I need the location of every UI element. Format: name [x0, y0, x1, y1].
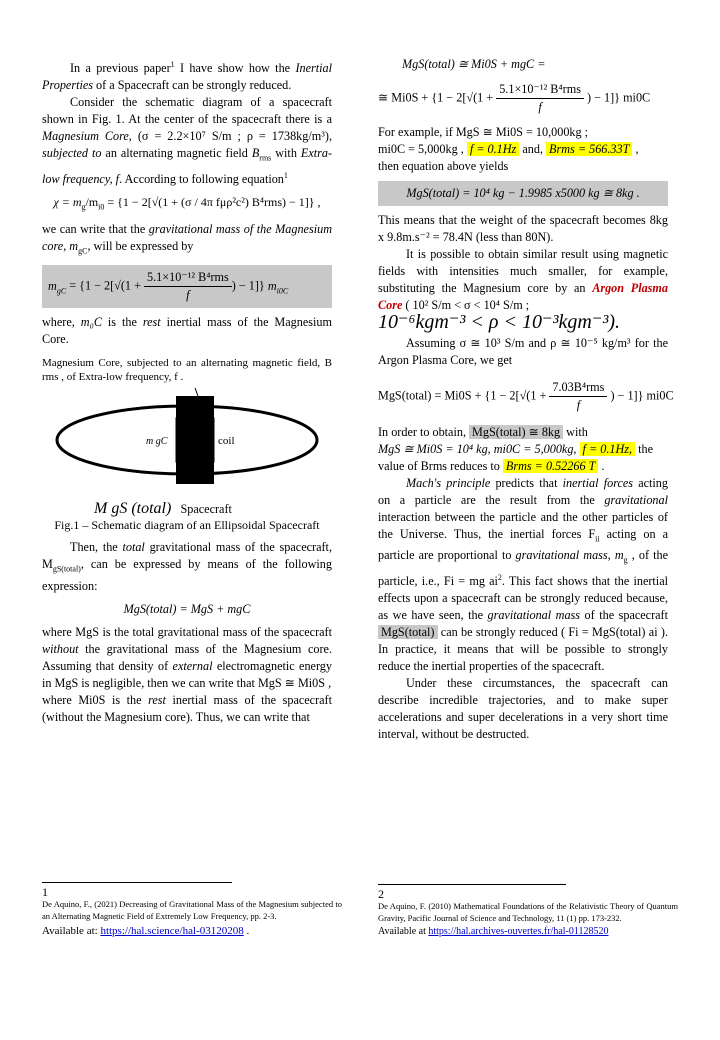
equation-chi: $\chi = m_g/m_{i0} = \{1 - 2[√(1 + (\sigma / 4\pi$ fμρ²c²) B⁴rms) − 1]} ,: [53, 194, 321, 211]
gray-mgs-total: MgS(total) ≅ 8kg: [469, 425, 563, 439]
fig-mgc-label: m gC: [146, 436, 168, 448]
highlight-frequency: f = 0.1Hz: [467, 142, 519, 156]
right-column: [378, 56, 674, 743]
footnote-rule-left: [42, 882, 232, 883]
ref-sup: 1: [170, 60, 175, 69]
equation-result: MgS(total) = 10⁴ kg − 1.9985 x5000 kg ≅ 8kg .: [378, 181, 668, 206]
paragraph-example: For example, if MgS ≅ Mi0S = 10,000kg ; mi0C = 5,000kg , f = 0.1Hz and, Brms = 566.33T , then equation above yields: [378, 125, 639, 173]
footnote-1-link[interactable]: https://hal.science/hal-03120208: [100, 925, 244, 937]
paragraph-order: In order to obtain, MgS(total) ≅ 8kg with MgS ≅ Mi0S = 10⁴ kg, mi0C = 5,000kg, f = 0.1Hz, the value of Brms reduces to Brms = 0.52266 T .: [378, 425, 653, 473]
paragraph-assuming: Assuming σ ≅ 10³ S/m and ρ ≅ 10⁻⁵ kg/m³ for the Argon Plasma Core, we get: [378, 336, 668, 367]
paragraph-rest-mass: where, m₀C is the rest inertial mass of the Magnesium Core.: [42, 315, 332, 347]
fig-coil-label: coil: [218, 435, 235, 448]
paragraph-weight: This means that the weight of the spacecraft becomes 8kg x 9.8m.s⁻² = 78.4N (less than 80N).: [378, 213, 668, 244]
equation-mgs-total-a: MgS(total) ≅ Mi0S + mgC =: [402, 57, 546, 71]
paragraph-similar: It is possible to obtain similar result using magnetic fields with intensities much smaller, for example, substituting the Magnesium core by an Argon Plasma Core ( 10² S/m < σ < 10⁴ S/m ;: [378, 247, 668, 312]
paragraph-where: where MgS is the total gravitational mass of the spacecraft without the gravitational mass of the Magnesium core. Assuming that density of external electromagnetic energy in MgS is negligible, then we can write that MgS ≅ Mi0S ,: [42, 624, 332, 690]
paragraph-circumstances: Under these circumstances, the spacecraft can describe incredible trajectories, and to make super accelerations and super decelerations in a very short time interval, without be destructed.: [378, 675, 668, 741]
equation-total: MgS(total) = MgS + mgC: [123, 601, 251, 616]
paragraph-mach: Mach's principle predicts that inertial forces acting on a particle are the result from the gravitational interaction between the particle and the other particles of the Universe. Thus, the inertial forces $F_{ii}$ acting on a particle are proportional to gravitational mass, $m_g$ , of the particle, i.e., Fi = mg $ai^2$. This fact shows that the inertial effects upon a spacecraft can be strongly reduced because, as we have seen, the gravitational mass of the spacecraft MgS(total) can be strongly reduced ( Fi = MgS(total) ai ). In practice, it means that will be possible to strongly reduce the inertial properties of the spacecraft.: [378, 476, 669, 673]
spacecraft-figure: [42, 388, 332, 508]
magnesium-core: [176, 418, 214, 462]
equation-argon: MgS(total) = Mi0S + {1 − 2[√(1 + $\frac{\text{7.03B⁴rms}}{f}$ ) − 1]} mi0C: [378, 380, 674, 412]
spacecraft-diagram: [42, 388, 332, 508]
footnote-rule-right: [378, 884, 566, 885]
paragraph-rest: where Mi0S is the rest inertial mass of the spacecraft (without the Magnesium core). Thus, we can write that: [42, 692, 332, 724]
paragraph-intro: In a previous paper$^1$ I have show how the Inertial Properties of a Spacecraft can be strongly reduced.: [42, 60, 332, 93]
footnote-1: 1 De Aquino, F., (2021) Decreasing of Gravitational Mass of the Magnesium subjected to an Alternating Magnetic Field of Extremely Low Frequency, pp. 2-3. Available at: https://hal.science/hal-03120208 .: [42, 885, 342, 937]
gray-mgs-total-2: MgS(total): [378, 625, 438, 639]
highlight-brms-2: Brms = 0.52266 T: [503, 459, 598, 473]
argon-plasma-core: Argon Plasma Core: [378, 281, 668, 312]
figure-mass-line: M gS (total) Spacecraft: [94, 500, 232, 518]
figure-caption: Fig.1 – Schematic diagram of an Ellipsoidal Spacecraft: [54, 518, 320, 533]
equation-mgc: $m_{gC} = \{1 - 2[√(1$ + $\frac{\text{5.1×10⁻¹² B⁴rms}}{f}$ ) − 1]} $m_{i0C}$: [42, 265, 332, 308]
left-column: [42, 56, 332, 726]
equation-density-range: 10⁻⁶kgm⁻³ < ρ < 10⁻³kgm⁻³).: [378, 311, 621, 333]
footnote-2-link[interactable]: https://hal.archives-ouvertes.fr/hal-01128520: [428, 926, 609, 937]
paragraph-total: Then, the total gravitational mass of the spacecraft, $M_{gS(total)}$, can be expressed by means of the following expression:: [42, 540, 332, 593]
figure-note: Magnesium Core, subjected to an alternating magnetic field, B rms , of Extra-low frequency, f .: [42, 357, 332, 384]
paragraph-gravmass: we can write that the gravitational mass of the Magnesium core, $m_{gC}$, will be expressed by: [42, 221, 332, 256]
paragraph-consider: Consider the schematic diagram of a spacecraft shown in Fig. 1. At the center of the spacecraft there is a Magnesium Core, (σ = 2.2×10⁷ S/m ; ρ = 1738kg/m³), subjected to an alternating magnetic field $B_{rms}$ with Extra-low frequency, f. According to following equation$^1$: [42, 95, 333, 186]
highlight-frequency-2: f = 0.1Hz,: [580, 442, 636, 456]
highlight-brms: Brms = 566.33T: [546, 142, 632, 156]
equation-mgs-total-b: ≅ Mi0S + {1 − 2[√(1 + $\frac{\text{5.1×10⁻¹² B⁴rms}}{f}$ ) − 1]} mi0C: [378, 82, 651, 114]
footnote-2: 2 De Aquino, F. (2010) Mathematical Foundations of the Relativistic Theory of Quantum Gravity, Pacific Journal of Science and Technology, 11 (1) pp. 173-232. Available at https://hal.archives-ouvertes.fr/hal-01128520: [378, 887, 678, 937]
